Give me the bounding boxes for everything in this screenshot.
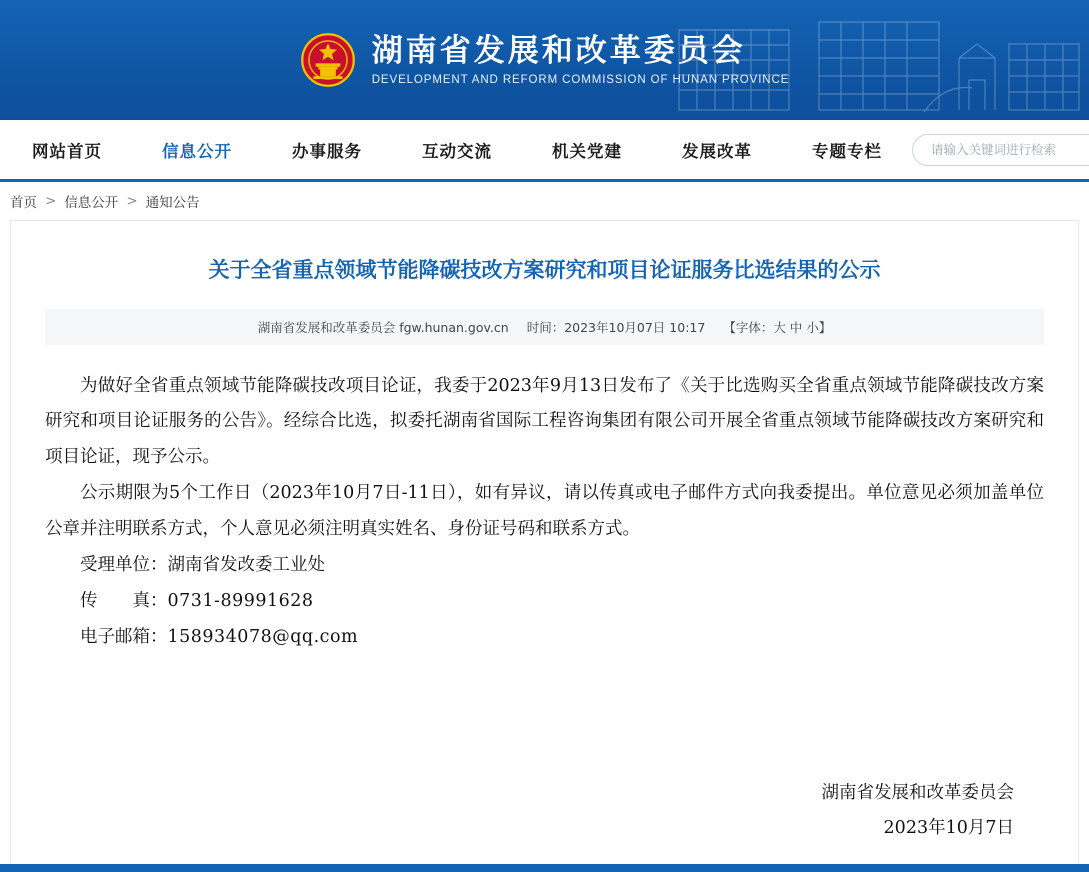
nav-item-special-columns[interactable]: 专题专栏: [812, 141, 882, 161]
article-source: 湖南省发展和改革委员会 fgw.hunan.gov.cn: [257, 319, 509, 335]
article-signature: [45, 776, 1044, 846]
footer-bar: [0, 864, 1089, 872]
article-time: 时间：2023年10月07日 10:17: [526, 319, 706, 335]
nav-item-home[interactable]: 网站首页: [32, 141, 102, 161]
nav-item-list: [24, 138, 912, 162]
font-size-control[interactable]: 【字体：大 中 小】: [723, 319, 832, 335]
page-title: 关于全省重点领域节能降碳技改方案研究和项目论证服务比选结果的公示: [208, 258, 881, 282]
breadcrumb-item-notices[interactable]: 通知公告: [145, 195, 200, 211]
breadcrumb-separator: >: [126, 193, 138, 209]
article-paragraph: 为做好全省重点领域节能降碳技改项目论证，我委于2023年9月13日发布了《关于比选购买全省重点领域节能降碳技改方案研究和项目论证服务的公告》。经综合比选，拟委托湖南省国际工程咨询集团有限公司开展全省重点领域节能降碳技改方案研究和项目论证，现予公示。: [45, 375, 1044, 468]
nav-item-services[interactable]: 办事服务: [292, 141, 362, 161]
site-title-en: DEVELOPMENT AND REFORM COMMISSION OF HUNAN PROVINCE: [371, 74, 790, 87]
national-emblem-icon: [300, 32, 356, 88]
contact-value: 158934078@qq.com: [167, 626, 359, 647]
article-card: [10, 220, 1079, 870]
article-paragraph: 公示期限为5个工作日（2023年10月7日-11日），如有异议，请以传真或电子邮件方式向我委提出。单位意见必须加盖单位公章并注明联系方式，个人意见必须注明真实姓名、身份证号码和联系方式。: [45, 483, 1044, 539]
search-input[interactable]: [929, 141, 1089, 158]
nav-item-development-reform[interactable]: 发展改革: [682, 141, 752, 161]
contact-label: 传 真：: [80, 590, 168, 611]
breadcrumb-item-information-disclosure[interactable]: 信息公开: [64, 195, 119, 211]
site-banner: [0, 0, 1089, 120]
signature-organization: 湖南省发展和改革委员会: [821, 782, 1014, 803]
signature-date: 2023年10月7日: [883, 817, 1014, 838]
contact-row: [45, 620, 1044, 656]
contact-label: 电子邮箱：: [80, 626, 168, 647]
breadcrumb: [0, 182, 1089, 220]
article-meta-bar: [45, 309, 1044, 345]
breadcrumb-item-home[interactable]: 首页: [10, 195, 37, 211]
article-body: [45, 369, 1044, 656]
nav-item-interaction[interactable]: 互动交流: [422, 141, 492, 161]
breadcrumb-separator: >: [45, 193, 57, 209]
search-box[interactable]: [912, 134, 1089, 166]
site-title-cn: 湖南省发展和改革委员会: [371, 32, 746, 69]
site-title-block: [372, 34, 790, 87]
contact-value: 0731-89991628: [167, 590, 314, 611]
contact-label: 受理单位：: [80, 554, 168, 575]
nav-item-party-building[interactable]: 机关党建: [552, 141, 622, 161]
main-navigation: [0, 120, 1089, 182]
contact-value: 湖南省发改委工业处: [167, 554, 325, 575]
nav-item-information-disclosure[interactable]: 信息公开: [162, 141, 232, 161]
contact-row: [45, 584, 1044, 620]
contact-row: [45, 548, 1044, 584]
